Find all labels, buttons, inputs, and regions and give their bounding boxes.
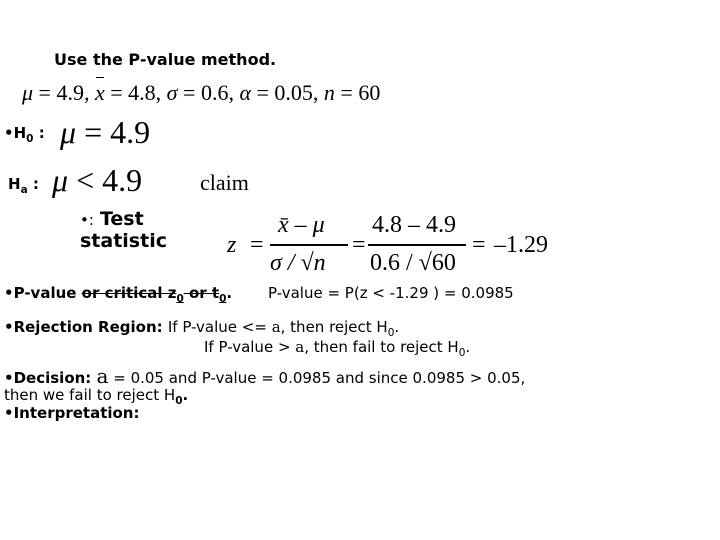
- rejection-label: •Rejection Region:: [4, 318, 168, 336]
- pvalue-text: P-value = P(z < -1.29 ) = 0.0985: [268, 284, 514, 302]
- given-mu: 4.9: [56, 80, 84, 105]
- interpretation-label: •Interpretation:: [4, 404, 140, 422]
- pvalue-label: •P-value: [4, 284, 82, 302]
- h0-statement: μ = 4.9: [60, 114, 151, 150]
- z-result: –1.29: [494, 232, 548, 258]
- equals-sign-3: =: [472, 232, 486, 258]
- claim-text: claim: [200, 170, 249, 195]
- given-values: μ = 4.9, x = 4.8, σ = 0.6, α = 0.05, n = 60: [22, 80, 381, 105]
- alpha-symbol-icon: a: [295, 338, 305, 356]
- h0-label: $•H_0$ :: [4, 124, 45, 145]
- test-statistic-label: •: Test statistic: [80, 208, 167, 252]
- fraction-bar-symbolic: [270, 244, 348, 246]
- rejection-line-2: If P-value > a, then fail to reject $H_0$.: [204, 338, 471, 359]
- fraction-bar-numeric: [368, 244, 466, 246]
- fraction-denominator-symbolic: σ / √n: [270, 250, 326, 276]
- ha-label: $H_a$ :: [8, 175, 39, 196]
- instruction-text: Use the P-value method.: [54, 50, 277, 69]
- decision-line-2: then we fail to reject $H_0$.: [4, 386, 189, 407]
- equals-sign-2: =: [352, 232, 366, 258]
- rejection-line-1: •Rejection Region: If P-value <= a, then reject $H_0$.: [4, 318, 400, 339]
- fraction-denominator-numeric: 0.6 / √60: [370, 250, 456, 276]
- decision-line-1: •Decision: a = 0.05 and P-value = 0.0985 and since 0.0985 > 0.05,: [4, 364, 526, 388]
- pvalue-struck-text: or critical $z_0$ or $t_0$: [81, 284, 227, 305]
- given-alpha: 0.05: [274, 80, 313, 105]
- decision-label: •Decision:: [4, 369, 97, 387]
- alpha-symbol-icon: a: [96, 364, 109, 388]
- pvalue-line: •P-value or critical $z_0$ or $t_0$.: [4, 284, 233, 305]
- fraction-numerator-symbolic: x̄ – μ: [278, 212, 325, 238]
- alpha-symbol-icon: a: [271, 318, 281, 336]
- given-sigma: 0.6: [200, 80, 229, 105]
- given-xbar: 4.8: [128, 80, 156, 105]
- fraction-numerator-numeric: 4.8 – 4.9: [372, 212, 456, 238]
- equals-sign-1: =: [250, 232, 264, 258]
- given-n: 60: [358, 80, 381, 105]
- ha-statement: μ < 4.9: [52, 162, 143, 198]
- z-symbol: z: [227, 232, 237, 258]
